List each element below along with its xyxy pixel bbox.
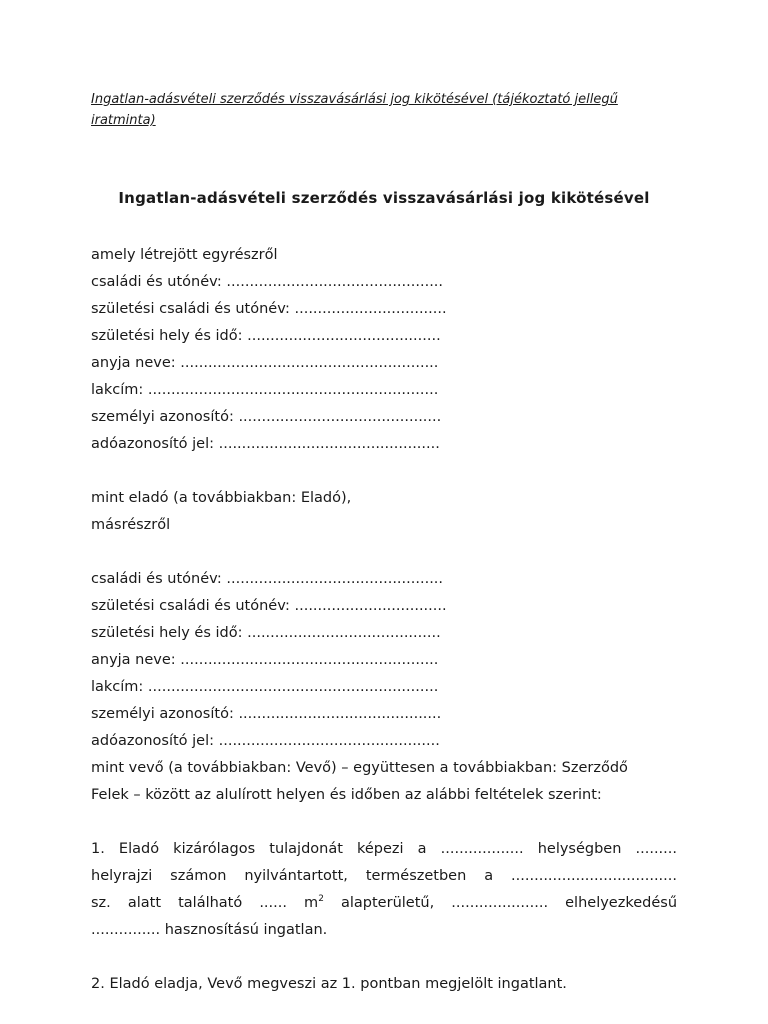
clause-1-line-3 <box>91 890 677 917</box>
seller-mother-name-field: anyja neve: ........................................................ <box>91 355 439 371</box>
document-title: Ingatlan-adásvételi szerződés visszavásárlási jog kikötésével <box>118 189 650 207</box>
buyer-fields <box>91 566 677 755</box>
square-superscript: 2 <box>318 894 324 905</box>
seller-personal-id-field: személyi azonosító: ............................................ <box>91 409 442 425</box>
buyer-personal-id-field: személyi azonosító: ............................................ <box>91 706 442 722</box>
spacer <box>91 809 677 836</box>
spacer <box>91 944 677 971</box>
clause-1-line-3-b: alapterületű, ..................... elhelyezkedésű <box>323 895 678 911</box>
buyer-address-field: lakcím: ............................................................... <box>91 679 439 695</box>
clause-1-line-4: ............... hasznosítású ingatlan. <box>91 922 328 938</box>
seller-fields <box>91 269 677 458</box>
spacer <box>91 539 677 566</box>
clause-1-line-3-a: sz. alatt található ...... m <box>91 895 319 911</box>
seller-tax-id-field: adóazonosító jel: ................................................ <box>91 436 440 452</box>
buyer-mother-name-field: anyja neve: ........................................................ <box>91 652 439 668</box>
header-note: Ingatlan-adásvételi szerződés visszavásárlási jog kikötésével (tájékoztató jellegű iratminta) <box>91 92 618 128</box>
clause-1 <box>91 836 677 944</box>
clause-1-line-2: helyrajzi számon nyilvántartott, természetben a .................................... <box>91 868 677 884</box>
intro-line: amely létrejött egyrészről <box>91 247 278 263</box>
document-body <box>91 242 677 998</box>
seller-address-field: lakcím: ............................................................... <box>91 382 439 398</box>
buyer-role-line-2: Felek – között az alulírott helyen és időben az alábbi feltételek szerint: <box>91 787 602 803</box>
buyer-birth-place-date-field: születési hely és idő: .......................................... <box>91 625 441 641</box>
buyer-tax-id-field: adóazonosító jel: ................................................ <box>91 733 440 749</box>
other-side-line: másrészről <box>91 517 171 533</box>
clause-2: 2. Eladó eladja, Vevő megveszi az 1. pontban megjelölt ingatlant. <box>91 976 567 992</box>
clause-1-line-1: 1. Eladó kizárólagos tulajdonát képezi a .................. helységben ......... <box>91 841 677 857</box>
buyer-role-line-1: mint vevő (a továbbiakban: Vevő) – együttesen a továbbiakban: Szerződő <box>91 760 628 776</box>
buyer-name-field: családi és utónév: ............................................... <box>91 571 444 587</box>
seller-name-field: családi és utónév: ............................................... <box>91 274 444 290</box>
seller-birth-place-date-field: születési hely és idő: .......................................... <box>91 328 441 344</box>
seller-birth-name-field: születési családi és utónév: ................................. <box>91 301 447 317</box>
buyer-birth-name-field: születési családi és utónév: ................................. <box>91 598 447 614</box>
spacer <box>91 458 677 485</box>
seller-role-line: mint eladó (a továbbiakban: Eladó), <box>91 490 352 506</box>
